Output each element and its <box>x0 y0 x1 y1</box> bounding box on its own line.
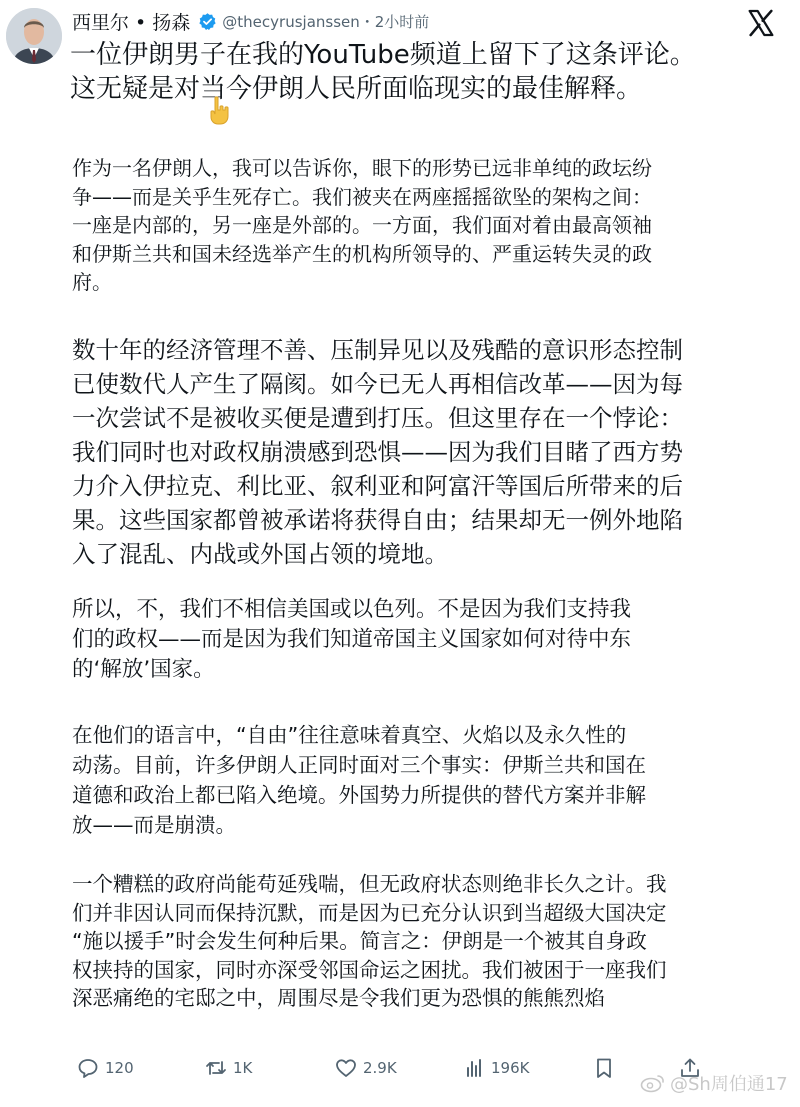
author-handle-time[interactable]: @thecyrusjanssen・2小时前 <box>222 12 430 31</box>
like-count: 2.9K <box>363 1059 397 1077</box>
author-avatar[interactable] <box>6 8 62 64</box>
tweet-header <box>72 8 429 34</box>
tweet-paragraph-3: 所以，不，我们不相信美国或以色列。不是因为我们支持我 们的政权——而是因为我们知道帝国主义国家如何对待中东 的‘解放’国家。 <box>72 597 632 682</box>
verified-badge-icon <box>198 12 217 31</box>
pointing-down-emoji-icon <box>206 96 232 126</box>
weibo-logo-icon <box>640 1073 666 1093</box>
views-count: 196K <box>491 1059 530 1077</box>
tweet-paragraph-2: 数十年的经济管理不善、压制异见以及残酷的意识形态控制 已使数代人产生了隔阂。如今已无人再相信改革——因为每 一次尝试不是被收买便是遭到打压。但这里存在一个悖论： 我们同时也对政权崩溃感到恐惧——因为我们目睹了西方势 力介入伊拉克、利比亚、叙利亚和阿富汗等国后所带来的后 果。这些国家都曾被承诺将获得自由；结果却无一例外地陷 入了混乱、内战或外国占领的境地。 <box>72 336 683 568</box>
repost-icon <box>204 1056 228 1080</box>
reply-icon <box>76 1056 100 1080</box>
x-logo-icon[interactable] <box>744 6 778 40</box>
bookmark-button[interactable] <box>592 1048 616 1088</box>
tweet-paragraph-4: 在他们的语言中，“自由”往往意味着真空、火焰以及永久性的 动荡。目前，许多伊朗人正同时面对三个事实：伊斯兰共和国在 道德和政治上都已陷入绝境。外国势力所提供的替代方案并非解 放——而是崩溃。 <box>72 723 646 837</box>
views-chart-icon <box>462 1056 486 1080</box>
reply-count: 120 <box>105 1059 134 1077</box>
repost-count: 1K <box>233 1059 253 1077</box>
tweet-headline: 一位伊朗男子在我的YouTube频道上留下了这条评论。 这无疑是对当今伊朗人民所面临现实的最佳解释。 <box>70 40 696 104</box>
views-button[interactable] <box>462 1048 529 1088</box>
reply-button[interactable] <box>76 1048 134 1088</box>
weibo-watermark <box>640 1070 788 1096</box>
repost-button[interactable] <box>204 1048 252 1088</box>
tweet-paragraph-1: 作为一名伊朗人，我可以告诉你，眼下的形势已远非单纯的政坛纷 争——而是关乎生死存亡。我们被夹在两座摇摇欲坠的架构之间： 一座是内部的，另一座是外部的。一方面，我们面对着由最高领袖 和伊斯兰共和国未经选举产生的机构所领导的、严重运转失灵的政 府。 <box>72 156 652 294</box>
tweet-paragraph-5: 一个糟糕的政府尚能苟延残喘，但无政府状态则绝非长久之计。我 们并非因认同而保持沉默，而是因为已充分认识到当超级大国决定 “施以援手”时会发生何种后果。简言之：伊朗是一个被其自身政 权挟持的国家，同时亦深受邻国命运之困扰。我们被困于一座我们 深恶痛绝的宅邸之中，周围尽是令我们更为恐惧的熊熊烈焰 <box>72 872 667 1010</box>
like-button[interactable] <box>334 1048 397 1088</box>
bookmark-icon <box>592 1056 616 1080</box>
watermark-text: @Sh周伯通17 <box>670 1074 788 1095</box>
author-name[interactable]: 西里尔 • 扬森 <box>72 11 191 34</box>
heart-icon <box>334 1056 358 1080</box>
